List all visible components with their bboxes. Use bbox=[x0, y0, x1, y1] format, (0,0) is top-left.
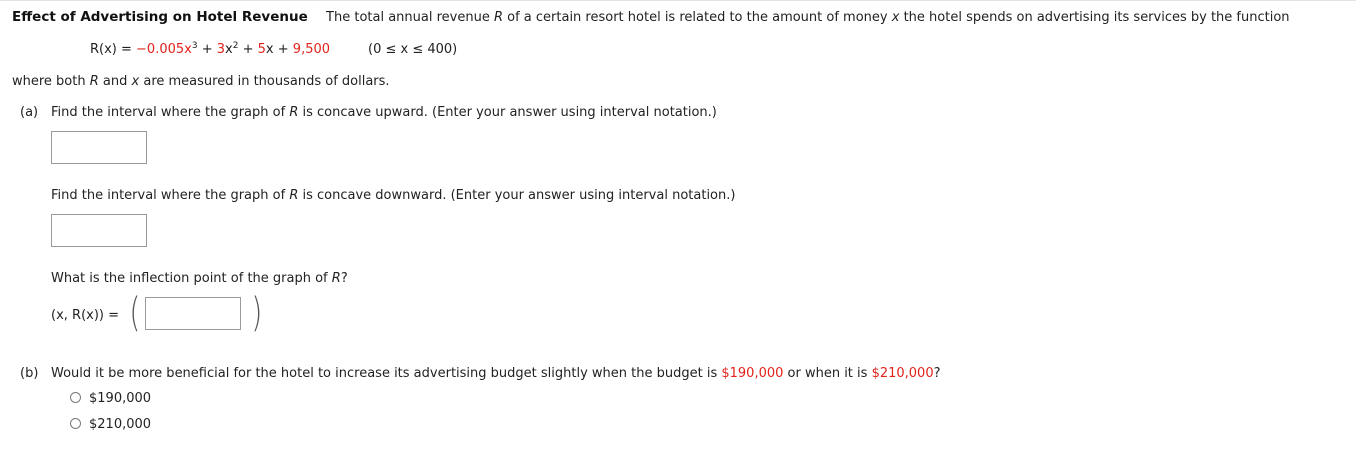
option-190000-label[interactable]: $190,000 bbox=[89, 391, 152, 406]
revenue-formula: $R(x) = -0.005x^3 + 3x^2 + 5x + 9,500$ bbox=[90, 41, 331, 57]
part-b-label: (b) bbox=[20, 366, 39, 381]
concave-down-answer-input[interactable] bbox=[51, 214, 147, 247]
part-a-label: (a) bbox=[20, 105, 39, 120]
top-divider bbox=[0, 0, 1356, 1]
units-statement: where both R and x are measured in thousands of dollars. bbox=[12, 74, 390, 89]
inflection-point-answer-input[interactable] bbox=[145, 297, 241, 330]
open-paren: ( bbox=[129, 290, 141, 336]
inflection-point-question: What is the inflection point of the graph of R? bbox=[51, 271, 348, 286]
inflection-point-label: (x, R(x)) = bbox=[51, 308, 119, 323]
formula-domain: (0 ≤ x ≤ 400) bbox=[368, 42, 458, 57]
option-190000-radio[interactable] bbox=[70, 392, 81, 403]
concave-up-question: Find the interval where the graph of R is concave upward. (Enter your answer using interval notation.) bbox=[51, 105, 717, 120]
concave-up-answer-input[interactable] bbox=[51, 131, 147, 164]
concave-down-question: Find the interval where the graph of R is concave downward. (Enter your answer using interval notation.) bbox=[51, 188, 736, 203]
close-paren: ) bbox=[251, 290, 263, 336]
problem-header bbox=[12, 9, 1290, 25]
option-210000-radio[interactable] bbox=[70, 418, 81, 429]
budget-question: Would it be more beneficial for the hotel to increase its advertising budget slightly when the budget is $190,000 or when it is $210,000? bbox=[51, 366, 941, 381]
problem-title: Effect of Advertising on Hotel Revenue bbox=[12, 9, 308, 25]
problem-intro: The total annual revenue R of a certain resort hotel is related to the amount of money x the hotel spends on advertising its services by the function bbox=[326, 10, 1290, 25]
option-210000-label[interactable]: $210,000 bbox=[89, 417, 152, 432]
